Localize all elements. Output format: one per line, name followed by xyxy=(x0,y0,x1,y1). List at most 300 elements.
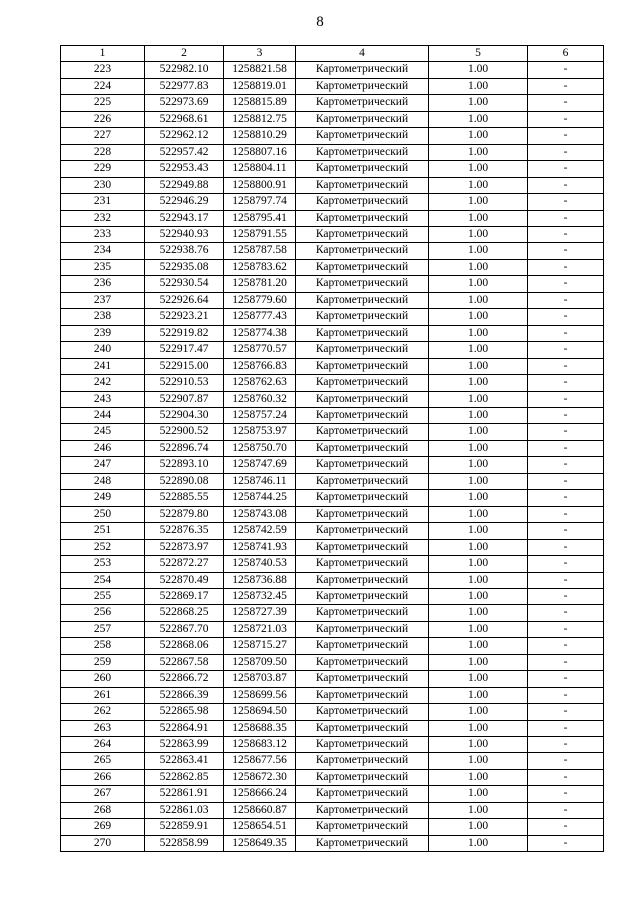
table-cell: - xyxy=(528,720,604,736)
table-cell: 254 xyxy=(61,572,145,588)
table-cell: 262 xyxy=(61,704,145,720)
table-cell: - xyxy=(528,358,604,374)
table-cell: Картометрический xyxy=(296,654,429,670)
column-header: 3 xyxy=(224,46,296,62)
table-cell: 522982.10 xyxy=(145,62,224,78)
table-cell: - xyxy=(528,506,604,522)
table-cell: 1.00 xyxy=(429,309,528,325)
table-row xyxy=(61,753,604,769)
table-cell: 522867.58 xyxy=(145,654,224,670)
table-row xyxy=(61,621,604,637)
table-cell: 237 xyxy=(61,292,145,308)
table-cell: 1.00 xyxy=(429,78,528,94)
table-row xyxy=(61,194,604,210)
table-cell: - xyxy=(528,769,604,785)
column-header: 5 xyxy=(429,46,528,62)
table-cell: 265 xyxy=(61,753,145,769)
table-cell: - xyxy=(528,473,604,489)
table-row xyxy=(61,391,604,407)
table-cell: 248 xyxy=(61,473,145,489)
table-cell: - xyxy=(528,161,604,177)
table-cell: - xyxy=(528,802,604,818)
table-cell: 522946.29 xyxy=(145,194,224,210)
table-cell: 1.00 xyxy=(429,737,528,753)
table-cell: - xyxy=(528,704,604,720)
table-cell: 1258783.62 xyxy=(224,259,296,275)
table-cell: 1258683.12 xyxy=(224,737,296,753)
table-cell: 522935.08 xyxy=(145,259,224,275)
coordinates-table xyxy=(60,45,604,852)
table-cell: Картометрический xyxy=(296,128,429,144)
table-cell: Картометрический xyxy=(296,194,429,210)
table-cell: Картометрический xyxy=(296,802,429,818)
table-cell: 1.00 xyxy=(429,259,528,275)
table-cell: 1.00 xyxy=(429,654,528,670)
table-cell: 522896.74 xyxy=(145,440,224,456)
table-cell: 1.00 xyxy=(429,144,528,160)
table-cell: Картометрический xyxy=(296,638,429,654)
table-cell: - xyxy=(528,194,604,210)
table-cell: Картометрический xyxy=(296,605,429,621)
table-row xyxy=(61,342,604,358)
table-cell: - xyxy=(528,177,604,193)
table-cell: - xyxy=(528,753,604,769)
table-cell: Картометрический xyxy=(296,342,429,358)
table-row xyxy=(61,654,604,670)
table-cell: 1.00 xyxy=(429,62,528,78)
table-cell: Картометрический xyxy=(296,621,429,637)
table-cell: 1.00 xyxy=(429,375,528,391)
table-cell: 1258660.87 xyxy=(224,802,296,818)
table-cell: - xyxy=(528,424,604,440)
table-cell: Картометрический xyxy=(296,292,429,308)
table-cell: 1258703.87 xyxy=(224,671,296,687)
table-row xyxy=(61,440,604,456)
table-cell: 1.00 xyxy=(429,128,528,144)
table-cell: 255 xyxy=(61,588,145,604)
table-cell: 261 xyxy=(61,687,145,703)
table-cell: 1258694.50 xyxy=(224,704,296,720)
table-cell: 522870.49 xyxy=(145,572,224,588)
table-cell: 242 xyxy=(61,375,145,391)
table-cell: 522917.47 xyxy=(145,342,224,358)
table-row xyxy=(61,506,604,522)
table-cell: 229 xyxy=(61,161,145,177)
table-cell: 522863.41 xyxy=(145,753,224,769)
table-row xyxy=(61,128,604,144)
table-cell: 1.00 xyxy=(429,819,528,835)
table-cell: Картометрический xyxy=(296,424,429,440)
table-cell: 1258819.01 xyxy=(224,78,296,94)
table-cell: 1.00 xyxy=(429,490,528,506)
table-row xyxy=(61,605,604,621)
table-cell: 1.00 xyxy=(429,687,528,703)
table-cell: 225 xyxy=(61,95,145,111)
table-cell: Картометрический xyxy=(296,572,429,588)
table-cell: 522943.17 xyxy=(145,210,224,226)
table-cell: 522923.21 xyxy=(145,309,224,325)
table-cell: 1258666.24 xyxy=(224,786,296,802)
table-row xyxy=(61,539,604,555)
table-cell: - xyxy=(528,621,604,637)
table-cell: Картометрический xyxy=(296,325,429,341)
table-cell: Картометрический xyxy=(296,243,429,259)
table-cell: 522900.52 xyxy=(145,424,224,440)
table-row xyxy=(61,111,604,127)
table-row xyxy=(61,473,604,489)
table-cell: 1.00 xyxy=(429,342,528,358)
table-cell: 1.00 xyxy=(429,638,528,654)
table-cell: - xyxy=(528,259,604,275)
table-cell: 522858.99 xyxy=(145,835,224,851)
table-cell: - xyxy=(528,819,604,835)
table-row xyxy=(61,556,604,572)
table-cell: - xyxy=(528,490,604,506)
table-cell: 522957.42 xyxy=(145,144,224,160)
table-cell: - xyxy=(528,556,604,572)
table-cell: 235 xyxy=(61,259,145,275)
table-cell: 268 xyxy=(61,802,145,818)
table-cell: 1.00 xyxy=(429,243,528,259)
table-cell: 522907.87 xyxy=(145,391,224,407)
table-cell: - xyxy=(528,457,604,473)
table-cell: 1.00 xyxy=(429,473,528,489)
table-row xyxy=(61,523,604,539)
table-row xyxy=(61,95,604,111)
table-cell: 1.00 xyxy=(429,605,528,621)
table-cell: Картометрический xyxy=(296,457,429,473)
table-row xyxy=(61,638,604,654)
table-cell: 252 xyxy=(61,539,145,555)
table-cell: 257 xyxy=(61,621,145,637)
table-cell: 522930.54 xyxy=(145,276,224,292)
table-cell: Картометрический xyxy=(296,407,429,423)
table-row xyxy=(61,161,604,177)
table-cell: 522864.91 xyxy=(145,720,224,736)
table-cell: 246 xyxy=(61,440,145,456)
table-row xyxy=(61,259,604,275)
table-cell: 270 xyxy=(61,835,145,851)
table-cell: - xyxy=(528,144,604,160)
table-cell: 1258744.25 xyxy=(224,490,296,506)
table-cell: 522863.99 xyxy=(145,737,224,753)
table-row xyxy=(61,325,604,341)
table-cell: 522890.08 xyxy=(145,473,224,489)
table-cell: 1258791.55 xyxy=(224,226,296,242)
table-cell: - xyxy=(528,375,604,391)
table-cell: 1258770.57 xyxy=(224,342,296,358)
table-cell: 266 xyxy=(61,769,145,785)
table-cell: 1258821.58 xyxy=(224,62,296,78)
table-cell: 1258736.88 xyxy=(224,572,296,588)
table-cell: 1258721.03 xyxy=(224,621,296,637)
table-cell: 1.00 xyxy=(429,276,528,292)
table-header-row xyxy=(61,46,604,62)
table-row xyxy=(61,819,604,835)
table-cell: 522953.43 xyxy=(145,161,224,177)
table-cell: - xyxy=(528,605,604,621)
table-cell: 1258762.63 xyxy=(224,375,296,391)
table-cell: 245 xyxy=(61,424,145,440)
table-cell: - xyxy=(528,786,604,802)
table-cell: 1.00 xyxy=(429,753,528,769)
table-cell: 223 xyxy=(61,62,145,78)
table-cell: Картометрический xyxy=(296,440,429,456)
table-cell: 1.00 xyxy=(429,539,528,555)
table-cell: 264 xyxy=(61,737,145,753)
table-cell: 522940.93 xyxy=(145,226,224,242)
table-cell: 1258746.11 xyxy=(224,473,296,489)
table-cell: Картометрический xyxy=(296,506,429,522)
table-cell: 1.00 xyxy=(429,407,528,423)
table-cell: 522904.30 xyxy=(145,407,224,423)
table-cell: 522977.83 xyxy=(145,78,224,94)
column-header: 2 xyxy=(145,46,224,62)
table-cell: 522861.91 xyxy=(145,786,224,802)
table-cell: Картометрический xyxy=(296,539,429,555)
table-cell: 1258804.11 xyxy=(224,161,296,177)
table-row xyxy=(61,704,604,720)
table-row xyxy=(61,490,604,506)
table-cell: - xyxy=(528,243,604,259)
table-cell: 1258797.74 xyxy=(224,194,296,210)
table-cell: - xyxy=(528,342,604,358)
table-cell: 240 xyxy=(61,342,145,358)
table-cell: Картометрический xyxy=(296,375,429,391)
table-row xyxy=(61,424,604,440)
table-cell: 522868.06 xyxy=(145,638,224,654)
table-cell: 1258779.60 xyxy=(224,292,296,308)
table-cell: Картометрический xyxy=(296,769,429,785)
table-cell: 269 xyxy=(61,819,145,835)
table-cell: 1258732.45 xyxy=(224,588,296,604)
table-cell: - xyxy=(528,440,604,456)
table-cell: 1.00 xyxy=(429,325,528,341)
table-cell: Картометрический xyxy=(296,111,429,127)
table-cell: 247 xyxy=(61,457,145,473)
table-cell: 1258774.38 xyxy=(224,325,296,341)
table-cell: 1258672.30 xyxy=(224,769,296,785)
table-cell: 226 xyxy=(61,111,145,127)
table-cell: 1258747.69 xyxy=(224,457,296,473)
table-cell: 522968.61 xyxy=(145,111,224,127)
table-cell: - xyxy=(528,210,604,226)
table-cell: 259 xyxy=(61,654,145,670)
table-cell: - xyxy=(528,572,604,588)
table-cell: 1.00 xyxy=(429,572,528,588)
table-cell: 231 xyxy=(61,194,145,210)
table-cell: 260 xyxy=(61,671,145,687)
table-cell: 1.00 xyxy=(429,506,528,522)
table-cell: 522869.17 xyxy=(145,588,224,604)
table-row xyxy=(61,309,604,325)
table-row xyxy=(61,292,604,308)
table-cell: - xyxy=(528,588,604,604)
table-cell: 1258760.32 xyxy=(224,391,296,407)
table-cell: Картометрический xyxy=(296,687,429,703)
table-cell: 232 xyxy=(61,210,145,226)
table-row xyxy=(61,786,604,802)
table-cell: - xyxy=(528,638,604,654)
table-cell: - xyxy=(528,111,604,127)
table-cell: 1258807.16 xyxy=(224,144,296,160)
table-cell: - xyxy=(528,95,604,111)
table-cell: 522861.03 xyxy=(145,802,224,818)
table-row xyxy=(61,276,604,292)
table-row xyxy=(61,572,604,588)
table-cell: 522938.76 xyxy=(145,243,224,259)
table-row xyxy=(61,407,604,423)
table-cell: 1258757.24 xyxy=(224,407,296,423)
table-cell: 1.00 xyxy=(429,523,528,539)
table-cell: 1258781.20 xyxy=(224,276,296,292)
table-cell: 522859.91 xyxy=(145,819,224,835)
table-cell: 522879.80 xyxy=(145,506,224,522)
table-row xyxy=(61,177,604,193)
table-row xyxy=(61,588,604,604)
table-cell: 522919.82 xyxy=(145,325,224,341)
table-cell: 522868.25 xyxy=(145,605,224,621)
table-cell: 522885.55 xyxy=(145,490,224,506)
table-cell: 1.00 xyxy=(429,835,528,851)
table-cell: Картометрический xyxy=(296,391,429,407)
table-row xyxy=(61,358,604,374)
table-cell: 1.00 xyxy=(429,671,528,687)
table-cell: 230 xyxy=(61,177,145,193)
table-cell: - xyxy=(528,226,604,242)
table-cell: 1258753.97 xyxy=(224,424,296,440)
table-row xyxy=(61,720,604,736)
table-cell: 522866.39 xyxy=(145,687,224,703)
table-cell: 1.00 xyxy=(429,95,528,111)
table-cell: 1258777.43 xyxy=(224,309,296,325)
table-cell: 1258741.93 xyxy=(224,539,296,555)
table-cell: 256 xyxy=(61,605,145,621)
table-cell: Картометрический xyxy=(296,177,429,193)
table-cell: 522866.72 xyxy=(145,671,224,687)
table-cell: 244 xyxy=(61,407,145,423)
table-cell: 1.00 xyxy=(429,720,528,736)
table-cell: - xyxy=(528,523,604,539)
table-cell: Картометрический xyxy=(296,556,429,572)
table-cell: 1258688.35 xyxy=(224,720,296,736)
table-cell: 1.00 xyxy=(429,457,528,473)
table-cell: 522876.35 xyxy=(145,523,224,539)
table-row xyxy=(61,375,604,391)
table-row xyxy=(61,78,604,94)
table-cell: Картометрический xyxy=(296,276,429,292)
table-row xyxy=(61,457,604,473)
table-cell: Картометрический xyxy=(296,226,429,242)
table-cell: 241 xyxy=(61,358,145,374)
table-cell: Картометрический xyxy=(296,737,429,753)
table-row xyxy=(61,243,604,259)
table-cell: Картометрический xyxy=(296,309,429,325)
table-cell: Картометрический xyxy=(296,259,429,275)
table-cell: 1258766.83 xyxy=(224,358,296,374)
table-cell: 522962.12 xyxy=(145,128,224,144)
table-cell: 1258750.70 xyxy=(224,440,296,456)
table-cell: - xyxy=(528,78,604,94)
table-cell: - xyxy=(528,687,604,703)
table-cell: 522893.10 xyxy=(145,457,224,473)
table-cell: - xyxy=(528,309,604,325)
column-header: 1 xyxy=(61,46,145,62)
table-cell: 227 xyxy=(61,128,145,144)
table-cell: 522973.69 xyxy=(145,95,224,111)
table-cell: 1258727.39 xyxy=(224,605,296,621)
column-header: 4 xyxy=(296,46,429,62)
table-cell: - xyxy=(528,325,604,341)
table-cell: 1258743.08 xyxy=(224,506,296,522)
table-cell: Картометрический xyxy=(296,161,429,177)
table-cell: - xyxy=(528,128,604,144)
table-cell: Картометрический xyxy=(296,588,429,604)
table-cell: 1258787.58 xyxy=(224,243,296,259)
table-cell: 250 xyxy=(61,506,145,522)
table-cell: 1.00 xyxy=(429,111,528,127)
table-cell: 251 xyxy=(61,523,145,539)
table-cell: 522873.97 xyxy=(145,539,224,555)
table-cell: Картометрический xyxy=(296,358,429,374)
table-cell: Картометрический xyxy=(296,720,429,736)
table-cell: - xyxy=(528,407,604,423)
table-cell: 522949.88 xyxy=(145,177,224,193)
table-cell: Картометрический xyxy=(296,210,429,226)
table-cell: Картометрический xyxy=(296,819,429,835)
table-cell: 1.00 xyxy=(429,556,528,572)
column-header: 6 xyxy=(528,46,604,62)
table-cell: 228 xyxy=(61,144,145,160)
table-cell: 1.00 xyxy=(429,424,528,440)
table-cell: 1.00 xyxy=(429,391,528,407)
table-cell: 1.00 xyxy=(429,292,528,308)
table-cell: Картометрический xyxy=(296,523,429,539)
table-cell: 1.00 xyxy=(429,802,528,818)
table-cell: 1258742.59 xyxy=(224,523,296,539)
table-cell: - xyxy=(528,671,604,687)
table-cell: 1258815.89 xyxy=(224,95,296,111)
table-row xyxy=(61,835,604,851)
table-cell: 1258812.75 xyxy=(224,111,296,127)
table-cell: 522926.64 xyxy=(145,292,224,308)
table-cell: 1.00 xyxy=(429,358,528,374)
table-row xyxy=(61,62,604,78)
page-number: 8 xyxy=(316,14,324,30)
table-cell: Картометрический xyxy=(296,835,429,851)
table-cell: 1.00 xyxy=(429,177,528,193)
table-cell: - xyxy=(528,62,604,78)
table-cell: 1258654.51 xyxy=(224,819,296,835)
table-row xyxy=(61,687,604,703)
table-cell: 1258800.91 xyxy=(224,177,296,193)
table-cell: 233 xyxy=(61,226,145,242)
table-cell: 239 xyxy=(61,325,145,341)
table-cell: 1258709.50 xyxy=(224,654,296,670)
table-cell: Картометрический xyxy=(296,786,429,802)
table-body xyxy=(61,62,604,852)
table-cell: - xyxy=(528,835,604,851)
table-cell: Картометрический xyxy=(296,95,429,111)
table-row xyxy=(61,226,604,242)
table-cell: 1.00 xyxy=(429,769,528,785)
table-cell: 1258649.35 xyxy=(224,835,296,851)
table-cell: 522865.98 xyxy=(145,704,224,720)
table-cell: 263 xyxy=(61,720,145,736)
table-cell: 1258795.41 xyxy=(224,210,296,226)
table-cell: - xyxy=(528,737,604,753)
table-cell: - xyxy=(528,391,604,407)
